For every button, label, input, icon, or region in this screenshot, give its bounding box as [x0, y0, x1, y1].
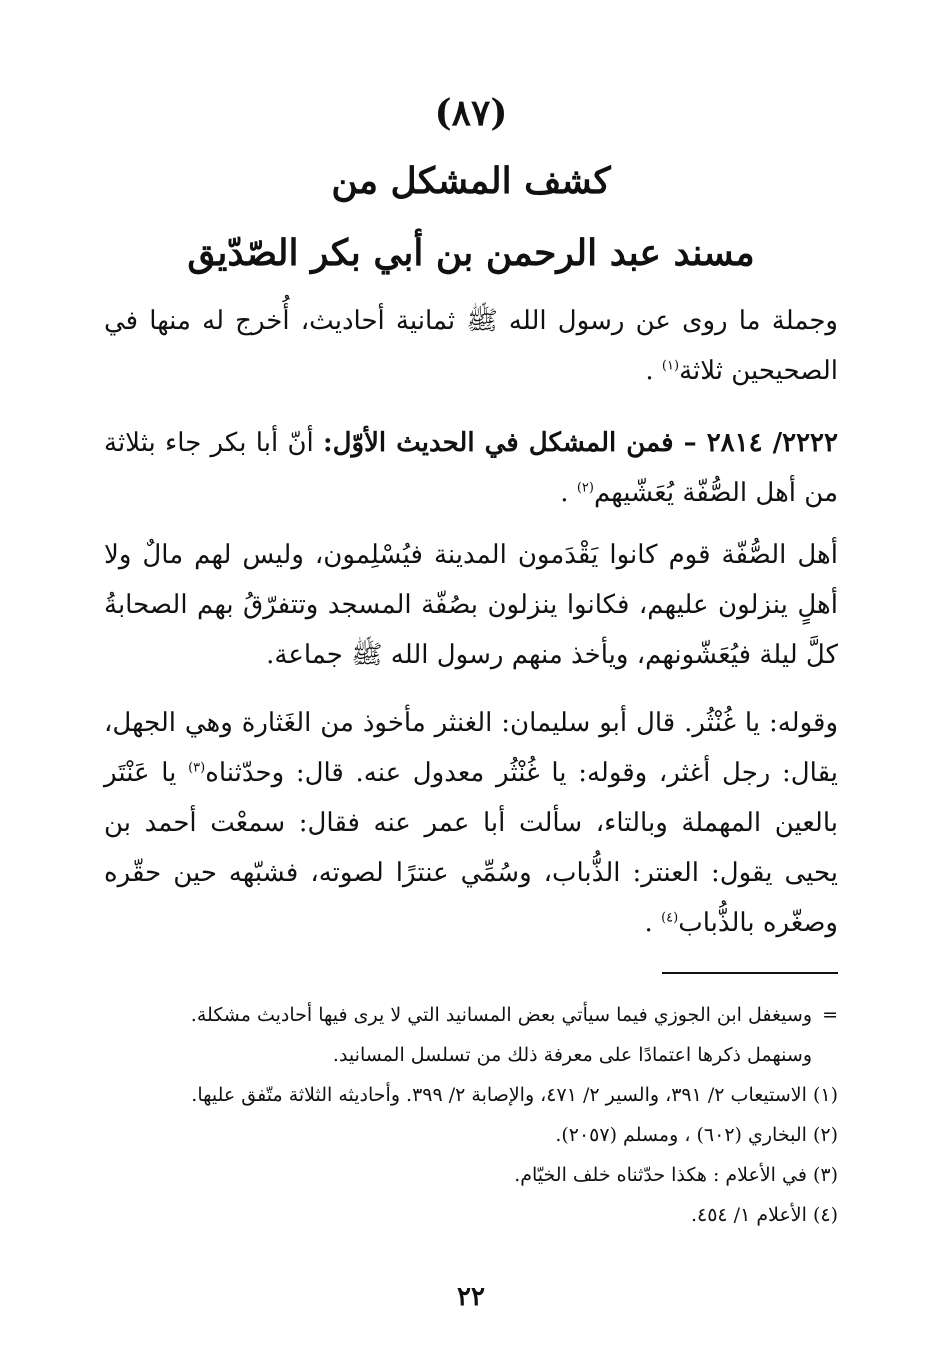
paragraph-ghunthur-text-a: وقوله: يا غُنْثُر. قال أبو سليمان: الغنثر مأخوذ من الغَثارة وهي الجهل، يقال: رجل أغثر، وقوله: يا غُنْثُر معدول عنه. قال: وحدّثناه — [104, 708, 838, 788]
paragraph-hadith-1 — [104, 418, 838, 518]
footnote-3: (٣) في الأعلام : هكذا حدّثناه خلف الخيّام. — [514, 1164, 838, 1186]
paragraph-ghunthur — [104, 698, 838, 948]
continuation-mark: = — [822, 1004, 838, 1026]
paragraph-intro — [104, 296, 838, 396]
hadith-number-lead: ٢٢٢٢/ ٢٨١٤ – فمن المشكل في الحديث الأوّل: — [323, 428, 838, 458]
footnote-4: (٤) الأعلام ١/ ٤٥٤. — [690, 1204, 838, 1226]
paragraph-ghunthur-text-b: يا عَنْتَر بالعين المهملة وبالتاء، سألت أبا عمر عنه فقال: سمعْت أحمد بن يحيى يقول: العنتر: الذُّباب، وسُمِّي عنترًا لصوته، فشبّهه حين حقّره وصغّره بالذُّباب — [104, 758, 838, 938]
section-title-line1: كشف المشكل من — [331, 160, 611, 202]
chapter-number: (٨٧) — [434, 92, 508, 134]
paragraph-ahl-alsuffa: أهل الصُّفّة قوم كانوا يَقْدَمون المدينة فيُسْلِمون، وليس لهم مالٌ ولا أهلٍ ينزلون عليهم، فكانوا ينزلون بصُفّة المسجد وتتفرّقُ بهم الصحابةُ كلَّ ليلة فيُعَشّونهم، ويأخذ منهم رسول الله ﷺ جماعة. — [104, 540, 838, 670]
paragraph-hadith-1-text: أنّ أبا بكر جاء بثلاثة من أهل الصُّفّة يُعَشّيهم — [104, 428, 838, 508]
section-title-line2: مسند عبد الرحمن بن أبي بكر الصّدّيق — [187, 232, 755, 274]
footnotes-block — [104, 995, 838, 1235]
paragraph-hadith-1-end: . — [560, 478, 577, 508]
footnote-1: (١) الاستيعاب ٢/ ٣٩١، والسير ٢/ ٤٧١، والإصابة ٢/ ٣٩٩. وأحاديثه الثلاثة متّفق عليها. — [191, 1084, 838, 1106]
footnote-ref-4: (٤) — [661, 910, 679, 926]
footnote-continuation-line1: وسيغفل ابن الجوزي فيما سيأتي بعض المسانيد التي لا يرى فيها أحاديث مشكلة. — [190, 1004, 812, 1026]
footnote-ref-1: (١) — [661, 358, 680, 374]
footnote-ref-3: (٣) — [188, 760, 206, 776]
page-number: ٢٢ — [457, 1282, 485, 1312]
footnote-2: (٢) البخاري (٦٠٢) ، ومسلم (٢٠٥٧). — [555, 1124, 838, 1146]
paragraph-ghunthur-end: . — [644, 908, 662, 938]
footnote-ref-2: (٢) — [576, 480, 594, 496]
footnote-separator — [662, 972, 838, 974]
footnote-continuation — [104, 995, 838, 1035]
paragraph-intro-text: وجملة ما روى عن رسول الله ﷺ ثمانية أحاديث، أُخرج له منها في الصحيحين ثلاثة — [104, 306, 838, 386]
footnote-continuation-line2: وسنهمل ذكرها اعتمادًا على معرفة ذلك من تسلسل المسانيد. — [332, 1044, 812, 1066]
paragraph-intro-end: . — [645, 356, 662, 386]
